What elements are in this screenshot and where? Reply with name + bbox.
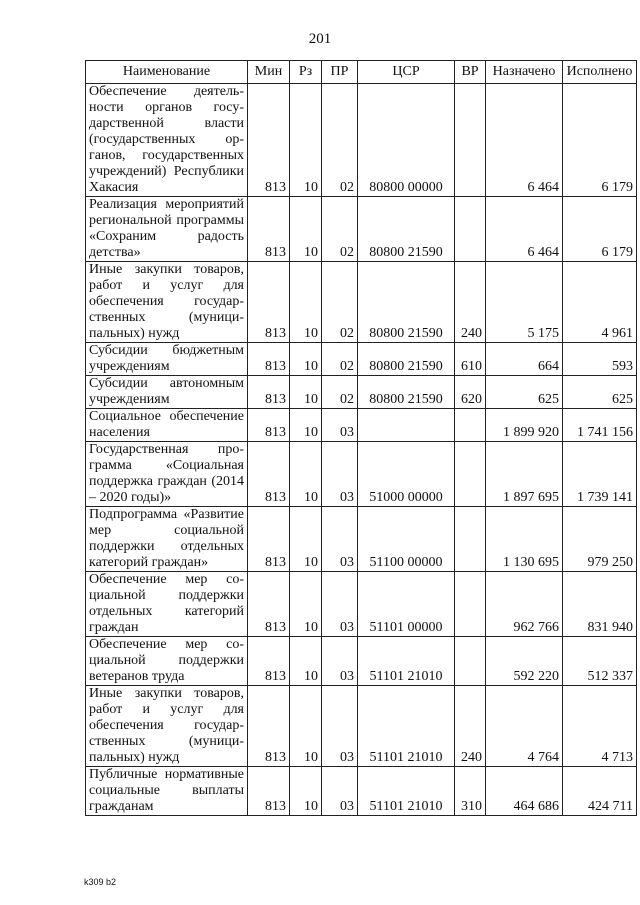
row-executed: 424 711 [563, 767, 637, 816]
row-pr: 02 [322, 197, 358, 262]
row-assigned: 664 [486, 343, 563, 376]
row-name: Публичные нормативные социальные выплаты гражданам [86, 767, 248, 816]
row-pr: 03 [322, 637, 358, 686]
row-rz: 10 [290, 409, 322, 442]
row-vr: 620 [455, 376, 486, 409]
row-executed: 4 961 [563, 262, 637, 343]
row-vr: 310 [455, 767, 486, 816]
row-assigned: 1 130 695 [486, 507, 563, 572]
table-row [86, 507, 637, 572]
row-rz: 10 [290, 637, 322, 686]
row-min: 813 [248, 84, 290, 197]
row-assigned: 962 766 [486, 572, 563, 637]
table-row [86, 637, 637, 686]
row-assigned: 5 175 [486, 262, 563, 343]
row-name: Субсидии автономным учреждениям [86, 376, 248, 409]
row-vr: 240 [455, 262, 486, 343]
row-vr [455, 197, 486, 262]
row-csr: 51101 21010 [358, 767, 455, 816]
row-executed: 4 713 [563, 686, 637, 767]
row-assigned: 1 899 920 [486, 409, 563, 442]
row-name: Обеспечение деятельности органов государственной власти (государственных органов, государственных учреждений) Республики Хакасия [86, 84, 248, 197]
row-executed: 593 [563, 343, 637, 376]
row-vr [455, 442, 486, 507]
row-name: Субсидии бюджетным учреждениям [86, 343, 248, 376]
row-vr [455, 84, 486, 197]
header-executed: Исполнено [563, 61, 637, 84]
row-vr [455, 572, 486, 637]
row-vr [455, 637, 486, 686]
row-min: 813 [248, 409, 290, 442]
row-csr: 51100 00000 [358, 507, 455, 572]
header-min: Мин [248, 61, 290, 84]
row-vr: 240 [455, 686, 486, 767]
table-row [86, 262, 637, 343]
row-assigned: 592 220 [486, 637, 563, 686]
row-min: 813 [248, 572, 290, 637]
row-name: Обеспечение мер социальной поддержки отдельных категорий граждан [86, 572, 248, 637]
row-pr: 02 [322, 84, 358, 197]
row-pr: 03 [322, 507, 358, 572]
row-vr [455, 409, 486, 442]
row-rz: 10 [290, 767, 322, 816]
table-header-row [86, 61, 637, 84]
row-csr: 51101 21010 [358, 686, 455, 767]
table-row [86, 197, 637, 262]
row-assigned: 4 764 [486, 686, 563, 767]
row-pr: 03 [322, 409, 358, 442]
row-executed: 1 739 141 [563, 442, 637, 507]
row-executed: 831 940 [563, 572, 637, 637]
row-name: Реализация мероприятий региональной программы «Сохраним радость детства» [86, 197, 248, 262]
row-min: 813 [248, 262, 290, 343]
row-min: 813 [248, 197, 290, 262]
header-assigned: Назначено [486, 61, 563, 84]
row-rz: 10 [290, 84, 322, 197]
row-rz: 10 [290, 507, 322, 572]
row-min: 813 [248, 637, 290, 686]
row-name: Социальное обеспечение населения [86, 409, 248, 442]
header-csr: ЦСР [358, 61, 455, 84]
row-assigned: 1 897 695 [486, 442, 563, 507]
row-name: Обеспечение мер социальной поддержки ветеранов труда [86, 637, 248, 686]
row-assigned: 464 686 [486, 767, 563, 816]
row-executed: 6 179 [563, 197, 637, 262]
row-executed: 1 741 156 [563, 409, 637, 442]
row-assigned: 6 464 [486, 84, 563, 197]
footer-code: k309 b2 [84, 877, 117, 887]
row-rz: 10 [290, 686, 322, 767]
row-rz: 10 [290, 343, 322, 376]
row-min: 813 [248, 767, 290, 816]
row-pr: 02 [322, 343, 358, 376]
table-row [86, 409, 637, 442]
page-number: 201 [308, 31, 332, 47]
row-rz: 10 [290, 442, 322, 507]
row-pr: 03 [322, 572, 358, 637]
header-vr: ВР [455, 61, 486, 84]
row-min: 813 [248, 376, 290, 409]
row-assigned: 6 464 [486, 197, 563, 262]
table-row [86, 686, 637, 767]
row-csr: 80800 00000 [358, 84, 455, 197]
row-csr: 51000 00000 [358, 442, 455, 507]
row-name: Иные закупки товаров, работ и услуг для обеспечения государственных (муниципальных) нужд [86, 686, 248, 767]
row-rz: 10 [290, 197, 322, 262]
row-pr: 02 [322, 376, 358, 409]
row-name: Иные закупки товаров, работ и услуг для обеспечения государственных (муниципальных) нужд [86, 262, 248, 343]
table-row [86, 376, 637, 409]
row-min: 813 [248, 507, 290, 572]
row-csr: 80800 21590 [358, 197, 455, 262]
row-vr: 610 [455, 343, 486, 376]
row-rz: 10 [290, 376, 322, 409]
row-csr: 80800 21590 [358, 262, 455, 343]
row-assigned: 625 [486, 376, 563, 409]
row-pr: 03 [322, 767, 358, 816]
table-row [86, 84, 637, 197]
budget-table [85, 60, 637, 816]
table-row [86, 343, 637, 376]
table-row [86, 442, 637, 507]
row-csr [358, 409, 455, 442]
table-row [86, 767, 637, 816]
header-rz: Рз [290, 61, 322, 84]
row-name: Подпрограмма «Развитие мер социальной поддержки отдельных категорий граждан» [86, 507, 248, 572]
row-min: 813 [248, 343, 290, 376]
row-csr: 51101 00000 [358, 572, 455, 637]
header-pr: ПР [322, 61, 358, 84]
row-csr: 80800 21590 [358, 376, 455, 409]
row-rz: 10 [290, 262, 322, 343]
row-csr: 80800 21590 [358, 343, 455, 376]
row-pr: 03 [322, 442, 358, 507]
row-executed: 979 250 [563, 507, 637, 572]
row-csr: 51101 21010 [358, 637, 455, 686]
row-min: 813 [248, 686, 290, 767]
row-executed: 512 337 [563, 637, 637, 686]
table-row [86, 572, 637, 637]
row-min: 813 [248, 442, 290, 507]
row-name: Государственная программа «Социальная поддержка граждан (2014 – 2020 годы)» [86, 442, 248, 507]
row-pr: 02 [322, 262, 358, 343]
row-executed: 6 179 [563, 84, 637, 197]
row-rz: 10 [290, 572, 322, 637]
row-pr: 03 [322, 686, 358, 767]
row-vr [455, 507, 486, 572]
row-executed: 625 [563, 376, 637, 409]
header-name: Наименование [86, 61, 248, 84]
